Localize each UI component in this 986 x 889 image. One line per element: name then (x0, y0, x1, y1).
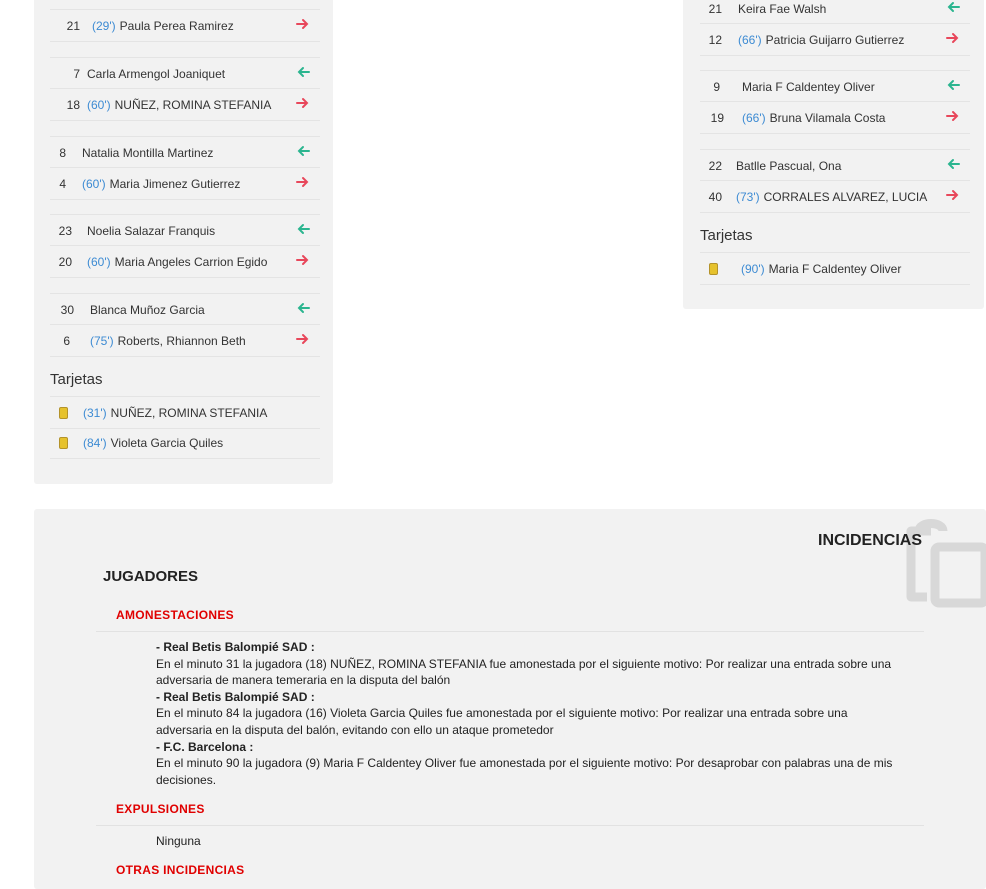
incident-text: En el minuto 31 la jugadora (18) NUÑEZ, ROMINA STEFANIA fue amonestada por el siguiente motivo: Por realizar una entrada sobre una adversaria de manera temeraria en la disputa del balón (156, 656, 892, 688)
sub-in-row (50, 88, 320, 121)
player-name: Maria Angeles Carrion Egido (114, 254, 268, 269)
card-row (700, 252, 970, 285)
sub-minute: (75') (90, 333, 114, 348)
card-minute: (90') (741, 261, 765, 276)
player-name: Maria F Caldentey Oliver (768, 261, 902, 276)
clipboard-icon (897, 515, 986, 615)
player-name: Roberts, Rhiannon Beth (117, 333, 246, 348)
arrow-left-icon (296, 222, 310, 236)
player-name: Maria F Caldentey Oliver (742, 79, 875, 94)
divider (96, 825, 924, 826)
card-row (50, 427, 320, 459)
sub-minute: (66') (742, 110, 766, 125)
player-number: 30 (60, 302, 74, 317)
sub-minute: (60') (82, 176, 106, 191)
player-name: Carla Armengol Joaniquet (87, 66, 226, 81)
player-name: NUÑEZ, ROMINA STEFANIA (110, 405, 268, 420)
sub-out-row (700, 70, 970, 102)
player-name: Blanca Muñoz Garcia (90, 302, 205, 317)
sub-in-row (50, 167, 320, 200)
expulsiones-heading: EXPULSIONES (116, 802, 205, 816)
player-name: Violeta Garcia Quiles (110, 435, 224, 450)
incident-item (156, 689, 896, 739)
incident-team: - F.C. Barcelona : (156, 739, 254, 754)
divider (96, 631, 924, 632)
arrow-left-icon (296, 65, 310, 79)
incident-text: En el minuto 90 la jugadora (9) Maria F Caldentey Oliver fue amonestada por el siguiente motivo: Por desaprobar con palabras una de mis decisiones. (156, 756, 893, 787)
player-number: 21 (66, 18, 80, 33)
arrow-right-icon (946, 109, 960, 123)
player-name: Bruna Vilamala Costa (769, 110, 886, 125)
arrow-right-icon (946, 188, 960, 202)
incident-item (156, 739, 896, 789)
incidencias-title: INCIDENCIAS (818, 532, 923, 549)
player-number: 18 (66, 97, 80, 112)
sub-in-row (50, 245, 320, 278)
arrow-left-icon (946, 0, 960, 14)
card-minute: (31') (83, 405, 107, 420)
sub-out-row (50, 293, 320, 325)
sub-minute: (66') (738, 32, 762, 47)
incident-text: En el minuto 84 la jugadora (16) Violeta Garcia Quiles fue amonestada por el siguiente motivo: Por realizar una entrada sobre una adversaria en la disputa del balón, evitando con ello un ataque prometedor (156, 706, 848, 737)
sub-out-row (700, 0, 970, 24)
player-name: Patricia Guijarro Gutierrez (765, 32, 905, 47)
player-number: 20 (58, 254, 72, 269)
incident-team: - Real Betis Balompié SAD : (156, 640, 315, 654)
card-minute: (84') (83, 435, 107, 450)
player-name: Maria Jimenez Gutierrez (109, 176, 241, 191)
sub-out-row (50, 57, 320, 89)
yellow-card-icon (709, 263, 718, 275)
arrow-left-icon (296, 301, 310, 315)
player-number: 19 (710, 110, 724, 125)
player-name: CORRALES ALVAREZ, LUCIA (763, 189, 928, 204)
incident-item (156, 639, 896, 689)
player-name: Batlle Pascual, Ona (736, 158, 842, 173)
sub-out-row (50, 136, 320, 168)
sub-in-row (700, 23, 970, 56)
player-name: Keira Fae Walsh (738, 1, 827, 16)
player-number: 22 (708, 158, 722, 173)
card-row (50, 396, 320, 429)
sub-minute: (60') (87, 97, 111, 112)
player-number: 9 (713, 79, 720, 94)
player-number: 7 (73, 66, 80, 81)
incident-team: - Real Betis Balompié SAD : (156, 689, 315, 704)
player-number: 40 (708, 189, 722, 204)
sub-minute: (73') (736, 189, 760, 204)
arrow-left-icon (946, 157, 960, 171)
player-number: 21 (708, 1, 722, 16)
arrow-right-icon (946, 31, 960, 45)
sub-out-row (700, 149, 970, 181)
arrow-right-icon (296, 17, 310, 31)
otras-incidencias-heading: OTRAS INCIDENCIAS (116, 863, 245, 877)
player-number: 6 (63, 333, 70, 348)
yellow-card-icon (59, 407, 68, 419)
yellow-card-icon (59, 437, 68, 449)
arrow-right-icon (296, 253, 310, 267)
arrow-left-icon (946, 78, 960, 92)
sub-minute: (29') (92, 18, 116, 33)
amonestaciones-heading: AMONESTACIONES (116, 608, 234, 622)
amonestaciones-list (156, 639, 896, 788)
arrow-right-icon (296, 96, 310, 110)
arrow-right-icon (296, 332, 310, 346)
player-number: 4 (59, 176, 66, 191)
sub-in-row (50, 324, 320, 357)
sub-in-row (700, 101, 970, 134)
player-number: 12 (708, 32, 722, 47)
sub-minute: (60') (87, 254, 111, 269)
sub-out-row (50, 214, 320, 246)
player-name: Paula Perea Ramirez (119, 18, 234, 33)
jugadores-heading: JUGADORES (103, 568, 199, 585)
cards-title: Tarjetas (50, 371, 103, 388)
sub-in-row (50, 9, 320, 42)
player-number: 8 (59, 145, 66, 160)
sub-in-row (700, 180, 970, 213)
expulsiones-text: Ninguna (156, 834, 201, 848)
player-name: NUÑEZ, ROMINA STEFANIA (114, 97, 272, 112)
arrow-left-icon (296, 144, 310, 158)
player-number: 23 (58, 223, 72, 238)
player-name: Noelia Salazar Franquis (87, 223, 216, 238)
arrow-right-icon (296, 175, 310, 189)
player-name: Natalia Montilla Martinez (82, 145, 214, 160)
cards-title: Tarjetas (700, 227, 753, 244)
